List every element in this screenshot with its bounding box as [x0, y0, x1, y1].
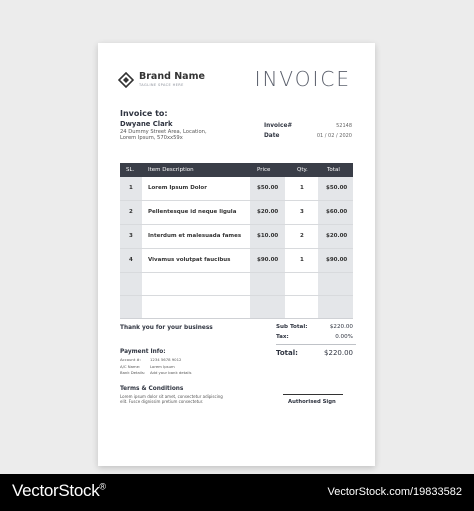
- row-description: Interdum et malesuada fames: [148, 233, 242, 239]
- row-description: Pellentesque id neque ligula: [148, 209, 237, 215]
- row-qty: 2: [300, 233, 304, 239]
- signature-line: [283, 394, 343, 395]
- invoice-date-label: Date: [264, 133, 280, 139]
- invoice-number-value: 52148: [336, 123, 352, 129]
- payment-info-title: Payment Info:: [120, 349, 166, 355]
- tax-row: [276, 334, 353, 340]
- ac-name-label: A/C Name:: [120, 363, 141, 369]
- watermark-logo: [12, 481, 106, 501]
- row-qty: 1: [300, 257, 304, 263]
- bill-to-name: Dwyane Clark: [120, 120, 173, 128]
- row-total: $60.00: [326, 209, 348, 215]
- row-sl: 2: [129, 209, 133, 215]
- thanks-message: Thank you for your business: [120, 325, 213, 331]
- header-price: Price: [257, 167, 271, 173]
- subtotal-label: Sub Total:: [276, 324, 308, 330]
- table-bottom-line: [120, 318, 353, 319]
- watermark-bar: [0, 474, 474, 511]
- row-price: $20.00: [257, 209, 279, 215]
- watermark-url: VectorStock.com/19833582: [327, 486, 462, 498]
- row-sl: 3: [129, 233, 133, 239]
- terms-text: Lorem ipsum dolor sit amet, consectetur adipiscing elit. Fusce dignissim pretium consectetur.: [120, 394, 223, 404]
- grand-total-row: [276, 349, 353, 357]
- row-total: $20.00: [326, 233, 348, 239]
- account-label: Account #:: [120, 357, 141, 362]
- diamond-logo-icon: [118, 72, 134, 88]
- row-description: Lorem Ipsum Dolor: [148, 185, 207, 191]
- invoice-number-label: Invoice#: [264, 123, 293, 129]
- invoice-title: INVOICE: [254, 67, 351, 91]
- items-table: [120, 163, 353, 319]
- tax-label: Tax:: [276, 334, 289, 340]
- payment-account-row: [120, 357, 192, 362]
- table-row: [120, 177, 353, 200]
- payment-info: [120, 357, 192, 377]
- row-total: $50.00: [326, 185, 348, 191]
- invoice-page: [98, 43, 375, 466]
- table-row: [120, 225, 353, 248]
- subtotal-row: [276, 324, 353, 330]
- row-price: $90.00: [257, 257, 279, 263]
- bank-value: Add your bank details: [150, 370, 192, 375]
- watermark-logo-text: VectorStock: [12, 481, 100, 500]
- tax-value: 0.00%: [335, 334, 353, 340]
- table-row: [120, 249, 353, 272]
- bank-label: Bank Details:: [120, 370, 146, 375]
- row-qty: 3: [300, 209, 304, 215]
- brand-name: Brand Name: [139, 71, 205, 82]
- row-qty: 1: [300, 185, 304, 191]
- ac-name-value: Lorem Ipsum: [150, 363, 175, 369]
- invoice-date-row: [264, 133, 352, 139]
- subtotal-value: $220.00: [329, 324, 353, 330]
- totals-divider: [276, 344, 356, 345]
- row-divider: [120, 295, 353, 296]
- row-sl: 4: [129, 257, 133, 263]
- registered-mark: ®: [99, 481, 106, 492]
- table-row: [120, 201, 353, 224]
- signature-label: Authorised Sign: [288, 399, 336, 405]
- account-value: 1234 5678 9012: [150, 357, 182, 362]
- invoice-date-value: 01 / 02 / 2020: [316, 133, 352, 139]
- brand: [118, 71, 205, 88]
- totals-block: [276, 324, 356, 361]
- payment-name-row: [120, 364, 192, 369]
- header-total: Total: [327, 167, 340, 173]
- row-total: $90.00: [326, 257, 348, 263]
- brand-tagline: TAGLINE SPACE HERE: [139, 83, 184, 87]
- header-qty: Qty.: [297, 167, 308, 173]
- row-divider: [120, 272, 353, 273]
- payment-bank-row: [120, 370, 192, 375]
- table-header: [120, 163, 353, 177]
- terms-title: Terms & Conditions: [120, 386, 184, 392]
- invoice-meta: [264, 123, 352, 143]
- total-value: $220.00: [324, 349, 353, 357]
- row-sl: 1: [129, 185, 133, 191]
- invoice-number-row: [264, 123, 352, 129]
- bill-to-address: 24 Dummy Street Area, Location, Lorem Ipsum, 570xx59x: [120, 129, 207, 142]
- header-description: Item Description: [148, 167, 194, 173]
- row-price: $10.00: [257, 233, 279, 239]
- bill-to-label: Invoice to:: [120, 109, 168, 118]
- row-description: Vivamus volutpat faucibus: [148, 257, 231, 263]
- total-label: Total:: [276, 349, 298, 357]
- header-sl: SL.: [126, 167, 135, 173]
- row-price: $50.00: [257, 185, 279, 191]
